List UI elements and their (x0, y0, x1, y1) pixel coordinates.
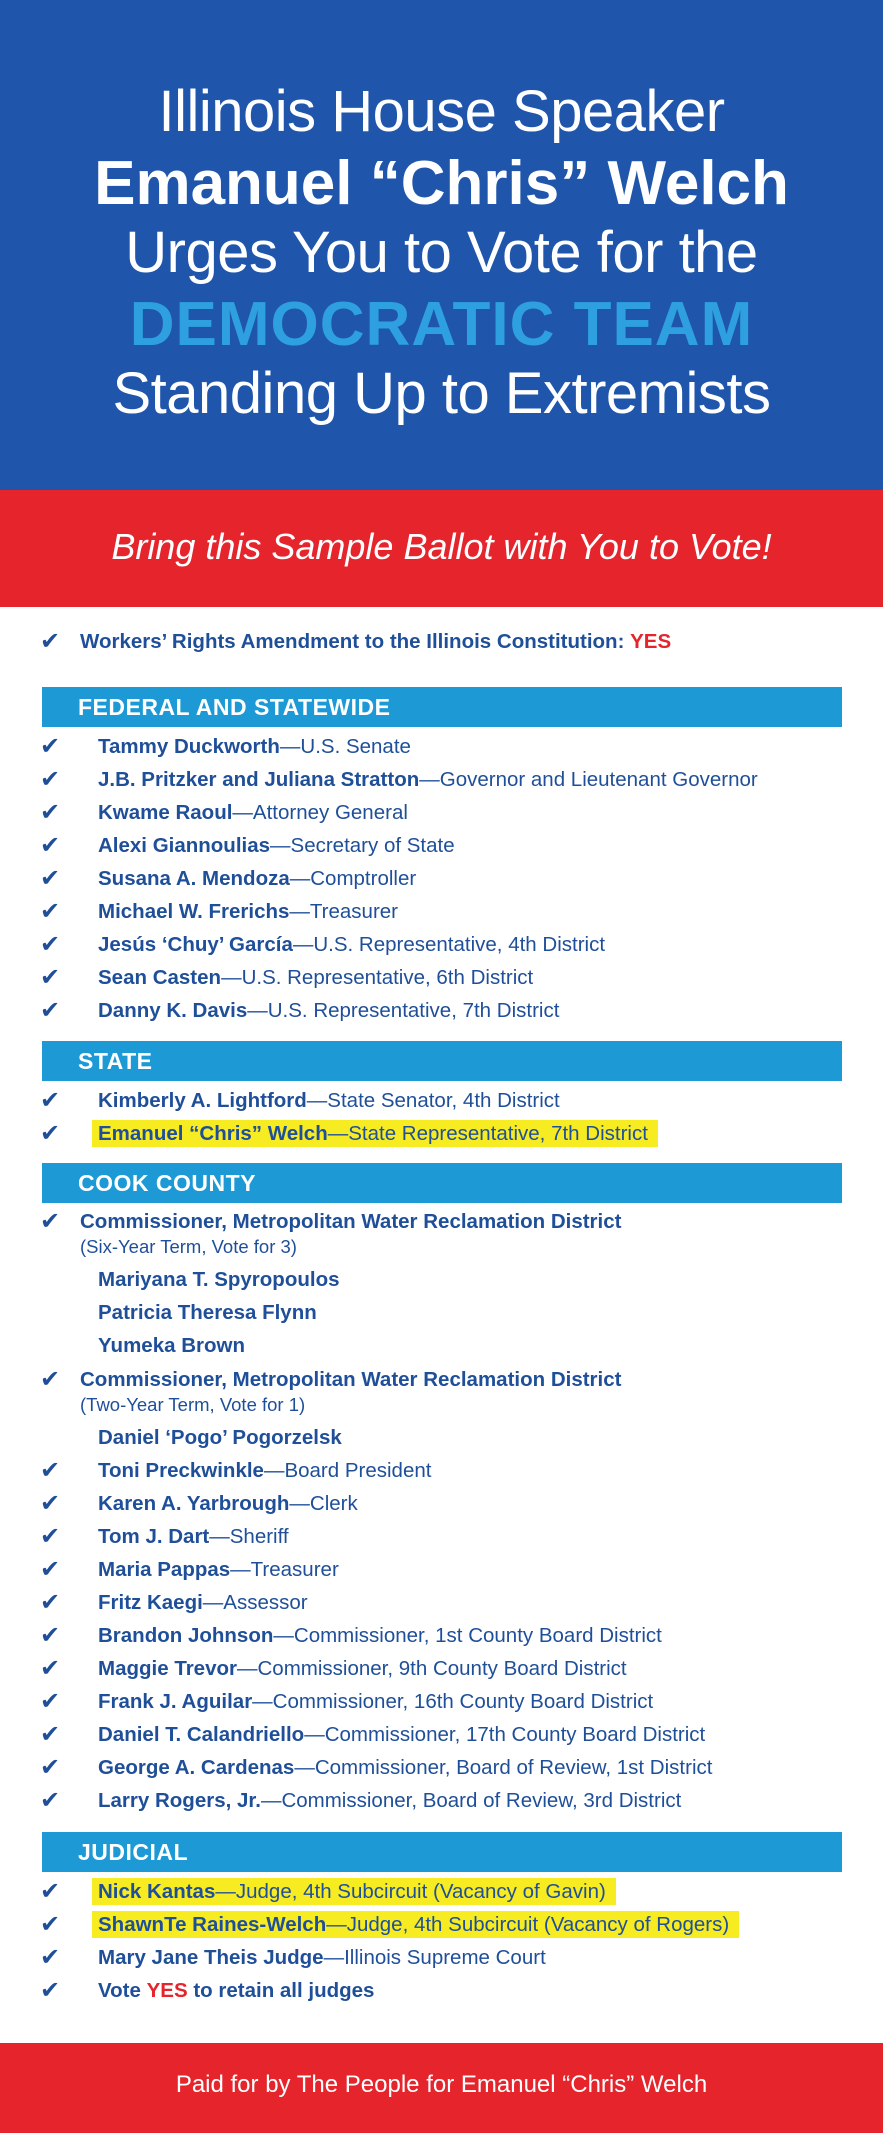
section-judicial: JUDICIAL (42, 1832, 842, 1872)
check-icon: ✔ (40, 799, 61, 826)
candidate-role: —Commissioner, 9th County Board District (237, 1657, 627, 1680)
retain-yes: YES (146, 1979, 188, 2002)
check-icon: ✔ (40, 1754, 61, 1781)
candidate-role: —Board President (263, 1459, 432, 1482)
highlight-marker (92, 1911, 739, 1938)
candidate-name: Maria Pappas (98, 1558, 231, 1581)
retain-post: to retain all judges (193, 1979, 375, 2002)
check-icon: ✔ (40, 1208, 61, 1235)
list-item (40, 930, 850, 960)
candidate-role: —Commissioner, Board of Review, 3rd District (260, 1789, 682, 1812)
check-icon: ✔ (40, 1878, 61, 1905)
candidate-name: Daniel T. Calandriello (98, 1723, 305, 1746)
check-icon: ✔ (40, 1721, 61, 1748)
candidate-role: —State Representative, 7th District (327, 1122, 648, 1145)
candidate-role: —Commissioner, 16th County Board District (252, 1690, 654, 1713)
candidate-role: —Clerk (289, 1492, 358, 1515)
ballot-banner-text: Bring this Sample Ballot with You to Vote! (111, 526, 772, 567)
header-line-4: DEMOCRATIC TEAM (129, 290, 754, 359)
check-icon: ✔ (40, 766, 61, 793)
candidate-name: Daniel ‘Pogo’ Pogorzelsk (98, 1426, 342, 1449)
candidate-role: —Attorney General (232, 801, 408, 824)
list-item (40, 732, 850, 762)
check-icon: ✔ (40, 997, 61, 1024)
candidate-role: —Judge, 4th Subcircuit (Vacancy of Rogers) (326, 1913, 730, 1936)
candidate-name: Emanuel “Chris” Welch (98, 1122, 328, 1145)
check-icon: ✔ (40, 1787, 61, 1814)
race-term: (Two-Year Term, Vote for 1) (80, 1394, 306, 1415)
check-icon: ✔ (40, 1911, 61, 1938)
candidate-name: Alexi Giannoulias (98, 834, 271, 857)
check-icon: ✔ (40, 1366, 61, 1393)
footer-text: Paid for by The People for Emanuel “Chris” Welch (175, 2071, 708, 2098)
check-icon: ✔ (40, 628, 61, 655)
candidate-role: —Treasurer (230, 1558, 339, 1581)
candidate-name: Tammy Duckworth (98, 735, 280, 758)
check-icon: ✔ (40, 733, 61, 760)
candidate-role: —Sheriff (209, 1525, 289, 1548)
check-icon: ✔ (40, 1457, 61, 1484)
header-line-2: Emanuel “Chris” Welch (94, 149, 789, 218)
candidate-role: —Commissioner, 17th County Board District (304, 1723, 706, 1746)
list-item (40, 963, 850, 993)
candidate-role: —State Senator, 4th District (306, 1089, 560, 1112)
amendment-vote: YES (630, 630, 672, 653)
candidate-name: Brandon Johnson (98, 1624, 274, 1647)
candidate-role: —Treasurer (289, 900, 399, 923)
section-state: STATE (42, 1041, 842, 1081)
footer-disclaimer (0, 2043, 883, 2133)
check-icon: ✔ (40, 1977, 61, 2004)
candidate-name: George A. Cardenas (98, 1756, 295, 1779)
candidate-role: —U.S. Representative, 7th District (247, 999, 560, 1022)
section-federal: FEDERAL AND STATEWIDE (42, 687, 842, 727)
list-item (40, 1086, 850, 1116)
list-item (40, 1555, 850, 1585)
amendment-row (40, 627, 850, 657)
candidate-name: Susana A. Mendoza (98, 867, 290, 890)
check-icon: ✔ (40, 1655, 61, 1682)
candidate-role: —Secretary of State (270, 834, 455, 857)
race-title: Commissioner, Metropolitan Water Reclamation District (80, 1368, 622, 1391)
candidate-role: —Judge, 4th Subcircuit (Vacancy of Gavin) (215, 1880, 606, 1903)
candidate-role: —Commissioner, 1st County Board District (273, 1624, 662, 1647)
check-icon: ✔ (40, 1490, 61, 1517)
check-icon: ✔ (40, 1087, 61, 1114)
list-item (40, 831, 850, 861)
section-cook-county: COOK COUNTY (42, 1163, 842, 1203)
race-title: Commissioner, Metropolitan Water Reclamation District (80, 1210, 622, 1233)
check-icon: ✔ (40, 931, 61, 958)
race-term: (Six-Year Term, Vote for 3) (80, 1236, 297, 1257)
candidate-role: —U.S. Representative, 6th District (221, 966, 534, 989)
candidate-name: Nick Kantas (98, 1880, 216, 1903)
list-item (40, 1489, 850, 1519)
candidate-name: ShawnTe Raines-Welch (98, 1913, 327, 1936)
header-line-1: Illinois House Speaker (158, 79, 725, 144)
candidate-name: Mary Jane Theis Judge (98, 1946, 324, 1969)
list-item (40, 996, 850, 1026)
list-item (40, 1621, 850, 1651)
list-item (40, 1720, 850, 1750)
check-icon: ✔ (40, 1944, 61, 1971)
amendment-label: Workers’ Rights Amendment to the Illinois Constitution: (80, 630, 625, 653)
list-item (40, 864, 850, 894)
check-icon: ✔ (40, 1120, 61, 1147)
list-item (40, 798, 850, 828)
candidate-role: —U.S. Representative, 4th District (292, 933, 606, 956)
list-item-highlighted (40, 1877, 850, 1907)
list-item-highlighted (40, 1910, 850, 1940)
check-icon: ✔ (40, 1556, 61, 1583)
candidate-name: Sean Casten (98, 966, 222, 989)
list-item (40, 1588, 850, 1618)
sample-ballot (0, 607, 883, 2043)
candidate-role: —Commissioner, Board of Review, 1st District (294, 1756, 713, 1779)
list-item (40, 1687, 850, 1717)
candidate-name: Patricia Theresa Flynn (98, 1301, 317, 1324)
list-item (40, 897, 850, 927)
candidate-role: —Assessor (202, 1591, 308, 1614)
candidate-name: Maggie Trevor (98, 1657, 237, 1680)
header-panel (0, 0, 883, 490)
retain-judges-row (40, 1976, 850, 2006)
ballot-banner (0, 490, 883, 607)
check-icon: ✔ (40, 1523, 61, 1550)
list-item (40, 1753, 850, 1783)
check-icon: ✔ (40, 865, 61, 892)
list-item (40, 1456, 850, 1486)
candidate-name: Toni Preckwinkle (98, 1459, 264, 1482)
candidate-name: Kimberly A. Lightford (98, 1089, 307, 1112)
list-item (40, 1786, 850, 1816)
candidate-name: Kwame Raoul (98, 801, 233, 824)
check-icon: ✔ (40, 964, 61, 991)
list-item (40, 1943, 850, 1973)
candidate-name: Mariyana T. Spyropoulos (98, 1268, 340, 1291)
candidate-role: —U.S. Senate (279, 735, 411, 758)
mwrd-two-year-row (40, 1365, 850, 1395)
candidate-name: Michael W. Frerichs (98, 900, 290, 923)
mwrd-six-year-row (40, 1207, 850, 1237)
highlight-marker (92, 1878, 616, 1905)
check-icon: ✔ (40, 1622, 61, 1649)
list-item (40, 765, 850, 795)
retain-pre: Vote (98, 1979, 141, 2002)
candidate-name: Jesús ‘Chuy’ García (98, 933, 293, 956)
candidate-name: Frank J. Aguilar (98, 1690, 253, 1713)
candidate-name: Yumeka Brown (98, 1334, 245, 1357)
candidate-name: Larry Rogers, Jr. (98, 1789, 261, 1812)
candidate-role: —Comptroller (289, 867, 417, 890)
header-line-5: Standing Up to Extremists (112, 361, 771, 426)
candidate-name: Danny K. Davis (98, 999, 248, 1022)
highlight-marker (92, 1120, 658, 1147)
check-icon: ✔ (40, 1589, 61, 1616)
candidate-name: Fritz Kaegi (98, 1591, 203, 1614)
list-item (40, 1654, 850, 1684)
check-icon: ✔ (40, 1688, 61, 1715)
check-icon: ✔ (40, 898, 61, 925)
check-icon: ✔ (40, 832, 61, 859)
candidate-name: Karen A. Yarbrough (98, 1492, 290, 1515)
list-item (40, 1522, 850, 1552)
header-line-3: Urges You to Vote for the (125, 220, 758, 285)
candidate-name: J.B. Pritzker and Juliana Stratton (98, 768, 420, 791)
list-item-highlighted (40, 1119, 850, 1149)
candidate-role: —Governor and Lieutenant Governor (419, 768, 758, 791)
candidate-name: Tom J. Dart (98, 1525, 210, 1548)
candidate-role: —Illinois Supreme Court (323, 1946, 546, 1969)
